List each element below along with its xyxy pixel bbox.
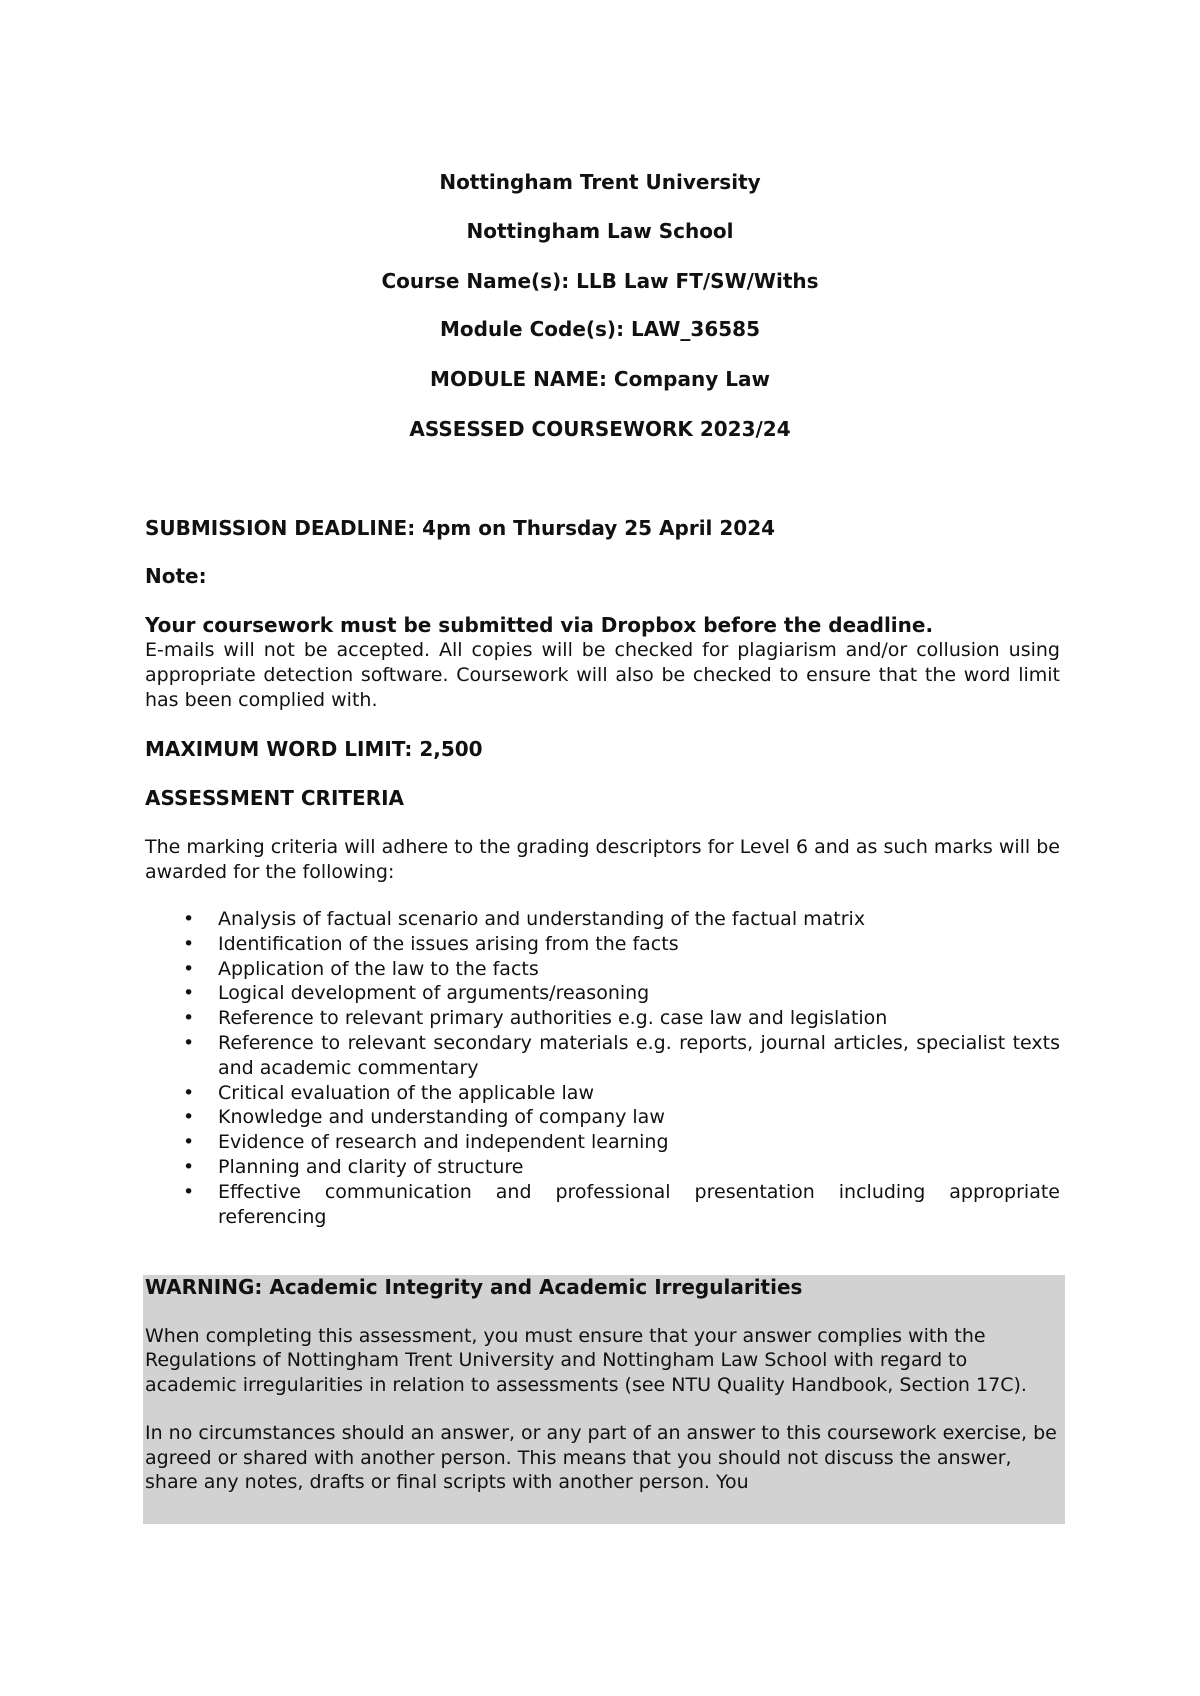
warning-paragraph-2: In no circumstances should an answer, or any part of an answer to this coursework exercise, be agreed or shared with another person. This means that you should not discuss the answer, share any notes, drafts or final scripts with another person. You — [145, 1422, 1057, 1493]
submission-instructions — [145, 613, 1060, 713]
bullet-icon: • — [183, 1180, 195, 1203]
list-item: • Identification of the issues arising from the facts — [183, 932, 679, 955]
submission-deadline: SUBMISSION DEADLINE: 4pm on Thursday 25 April 2024 — [145, 516, 776, 540]
list-item: • Reference to relevant primary authorities e.g. case law and legislation — [183, 1007, 888, 1030]
school-name: Nottingham Law School — [466, 219, 734, 243]
bullet-icon: • — [183, 1131, 195, 1154]
bullet-icon: • — [183, 1007, 195, 1030]
criteria-heading: ASSESSMENT CRITERIA — [145, 786, 405, 810]
criteria-intro: The marking criteria will adhere to the grading descriptors for Level 6 and as such marks will be awarded for the following: — [145, 836, 1060, 883]
submission-details: E-mails will not be accepted. All copies will be checked for plagiarism and/or collusion using appropriate detection software. Coursework will also be checked to ensure that the word limit has been complied with. — [145, 639, 1060, 711]
bullet-icon: • — [183, 1155, 195, 1178]
warning-content — [145, 1275, 1060, 1495]
module-name: MODULE NAME: Company Law — [430, 367, 770, 391]
list-item: • Critical evaluation of the applicable law — [183, 1081, 594, 1104]
list-item: • Reference to relevant secondary materials e.g. reports, journal articles, specialist texts and academic commentary — [183, 1031, 1060, 1079]
warning-paragraph-1: When completing this assessment, you must ensure that your answer complies with the Regulations of Nottingham Trent University and Nottingham Law School with regard to academic irregularities in relation to assessments (see NTU Quality Handbook, Section 17C). — [145, 1324, 1027, 1396]
course-name: Course Name(s): LLB Law FT/SW/Withs — [381, 269, 819, 293]
list-item: • Evidence of research and independent learning — [183, 1131, 669, 1154]
dropbox-instruction: Your coursework must be submitted via Dropbox before the deadline. — [145, 613, 934, 637]
list-item: • Logical development of arguments/reasoning — [183, 982, 650, 1005]
module-code: Module Code(s): LAW_36585 — [440, 317, 760, 341]
bullet-icon: • — [183, 1031, 195, 1054]
list-item: • Knowledge and understanding of company law — [183, 1106, 665, 1129]
list-item: • Effective communication and professional presentation including appropriate referencing — [183, 1180, 1060, 1228]
bullet-icon: • — [183, 908, 195, 930]
word-limit: MAXIMUM WORD LIMIT: 2,500 — [145, 737, 483, 761]
bullet-icon: • — [183, 982, 195, 1005]
bullet-icon: • — [183, 932, 195, 955]
note-label: Note: — [145, 564, 207, 588]
criteria-list — [145, 907, 1060, 1229]
list-item: • Application of the law to the facts — [183, 957, 539, 980]
list-item: • Planning and clarity of structure — [183, 1155, 524, 1178]
assessment-title: ASSESSED COURSEWORK 2023/24 — [409, 417, 791, 441]
warning-title: WARNING: Academic Integrity and Academic Irregularities — [145, 1275, 803, 1299]
list-item: • Analysis of factual scenario and understanding of the factual matrix — [183, 908, 866, 930]
bullet-icon: • — [183, 957, 195, 980]
bullet-icon: • — [183, 1081, 195, 1104]
university-name: Nottingham Trent University — [439, 170, 761, 194]
bullet-icon: • — [183, 1106, 195, 1129]
warning-box — [143, 1275, 1065, 1524]
